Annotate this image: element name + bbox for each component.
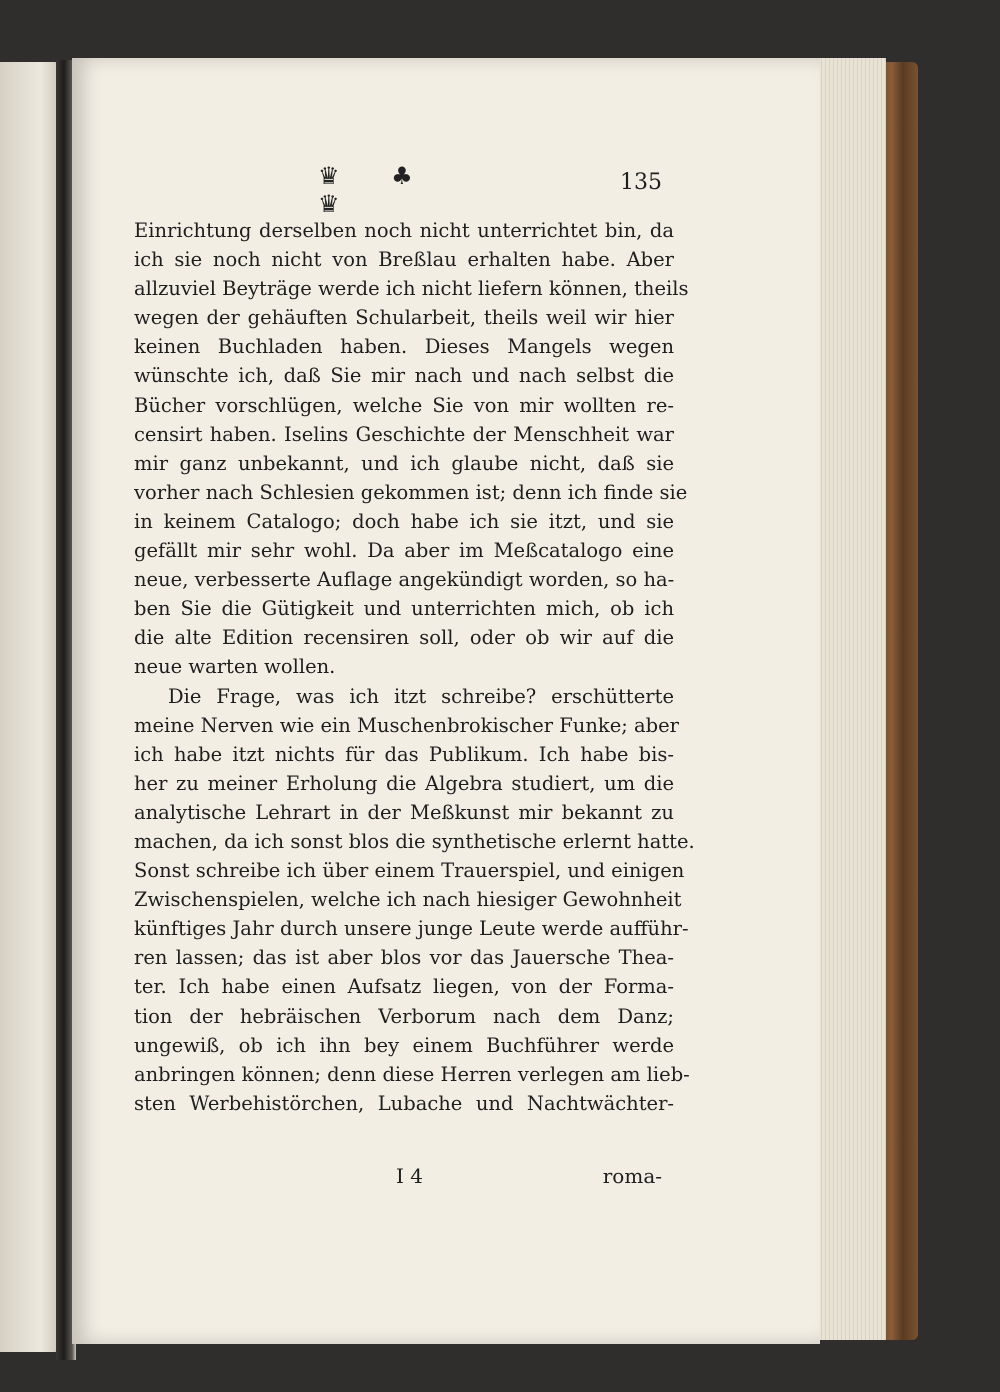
text-line: vorher nach Schlesien gekommen ist; denn ich finde sie xyxy=(134,480,688,504)
text-line: neue, verbesserte Auflage angekündigt worden, so ha- xyxy=(134,568,675,592)
text-line: machen, da ich sonst blos die synthetische erlernt hatte. xyxy=(134,829,695,853)
text-line: analytische Lehrart in der Meßkunst mir bekannt zu xyxy=(134,800,674,824)
text-line: die alte Edition recensiren soll, oder ob wir auf die xyxy=(134,626,674,650)
signature-mark: I 4 xyxy=(396,1164,423,1188)
crown-ornament: ♛ ♣ ♛ xyxy=(318,162,435,218)
text-line: wünschte ich, daß Sie mir nach und nach selbst die xyxy=(134,364,674,388)
text-line: wegen der gehäuften Schularbeit, theils weil wir hier xyxy=(134,306,674,330)
text-line: Einrichtung derselben noch nicht unterrichtet bin, da xyxy=(134,219,674,242)
text-line: censirt haben. Iselins Geschichte der Menschheit war xyxy=(134,422,674,446)
page-footer xyxy=(134,1164,674,1194)
text-line: allzuviel Beyträge werde ich nicht liefern können, theils xyxy=(134,277,689,301)
text-line: tion der hebräischen Verborum nach dem Danz; xyxy=(134,1004,674,1028)
text-line: meine Nerven wie ein Muschenbrokischer Funke; aber xyxy=(134,713,680,737)
text-line: ter. Ich habe einen Aufsatz liegen, von der Forma- xyxy=(134,975,674,999)
text-line: Die Frage, was ich itzt schreibe? erschütterte xyxy=(168,684,674,708)
page-edges xyxy=(814,58,886,1340)
text-line: gefällt mir sehr wohl. Da aber im Meßcatalogo eine xyxy=(134,539,674,563)
page-number: 135 xyxy=(620,170,662,195)
text-line: sten Werbehistörchen, Lubache und Nachtwächter- xyxy=(134,1091,674,1115)
text-line: Sonst schreibe ich über einem Trauerspiel, und einigen xyxy=(134,859,685,883)
text-line: Zwischenspielen, welche ich nach hiesiger Gewohnheit xyxy=(134,888,682,912)
body-text xyxy=(134,216,695,1118)
text-line: keinen Buchladen haben. Dieses Mangels wegen xyxy=(134,335,674,359)
text-line: ich habe itzt nichts für das Publikum. Ich habe bis- xyxy=(134,742,674,766)
text-line: Bücher vorschlügen, welche Sie von mir wollten re- xyxy=(134,393,674,417)
catchword: roma- xyxy=(602,1164,662,1188)
text-line: mir ganz unbekannt, und ich glaube nicht, daß sie xyxy=(134,451,674,475)
text-line: anbringen können; denn diese Herren verlegen am lieb- xyxy=(134,1062,690,1086)
text-line: neue warten wollen. xyxy=(134,655,336,679)
text-line: ungewiß, ob ich ihn bey einem Buchführer werde xyxy=(134,1033,674,1057)
text-line: her zu meiner Erholung die Algebra studiert, um die xyxy=(134,771,674,795)
text-line: ren lassen; das ist aber blos vor das Jauersche Thea- xyxy=(134,946,674,970)
text-line: künftiges Jahr durch unsere junge Leute werde aufführ- xyxy=(134,917,689,941)
text-line: ich sie noch nicht von Breßlau erhalten habe. Aber xyxy=(134,248,674,272)
text-line: ben Sie die Gütigkeit und unterrichten mich, ob ich xyxy=(134,597,674,621)
left-page-edge xyxy=(0,62,58,1352)
text-line: in keinem Catalogo; doch habe ich sie itzt, und sie xyxy=(134,509,674,533)
